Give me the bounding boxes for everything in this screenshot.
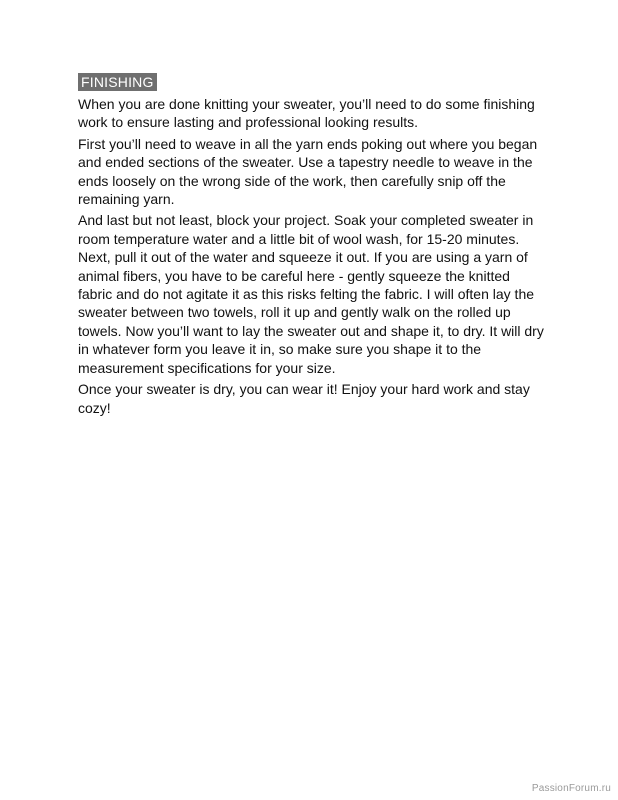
body-text <box>78 95 548 420</box>
paragraph-weave-ends: First you’ll need to weave in all the yarn ends poking out where you began and ended sections of the sweater. Use a tapestry needle to weave in the ends loosely on the wrong side of the work, then carefully snip off the remaining yarn. <box>78 135 538 208</box>
paragraph-blocking: And last but not least, block your project. Soak your completed sweater in room temperature water and a little bit of wool wash, for 15-20 minutes. Next, pull it out of the water and squeeze it out. If you are using a yarn of animal fibers, you have to be careful here - gently squeeze the knitted fabric and do not agitate it as this risks felting the fabric. I will often lay the sweater between two towels, roll it up and gently walk on the rolled up towels. Now you’ll want to lay the sweater out and shape it, to dry. It will dry in whatever form you leave it in, so make sure you shape it to the measurement specifications for your size. <box>78 212 544 376</box>
paragraph-intro: When you are done knitting your sweater, you’ll need to do some finishing work to ensure lasting and professional looking results. <box>78 96 535 131</box>
paragraph-wear: Once your sweater is dry, you can wear it! Enjoy your hard work and stay cozy! <box>78 381 530 416</box>
site-watermark: PassionForum.ru <box>531 783 611 794</box>
section-heading: FINISHING <box>78 73 157 91</box>
